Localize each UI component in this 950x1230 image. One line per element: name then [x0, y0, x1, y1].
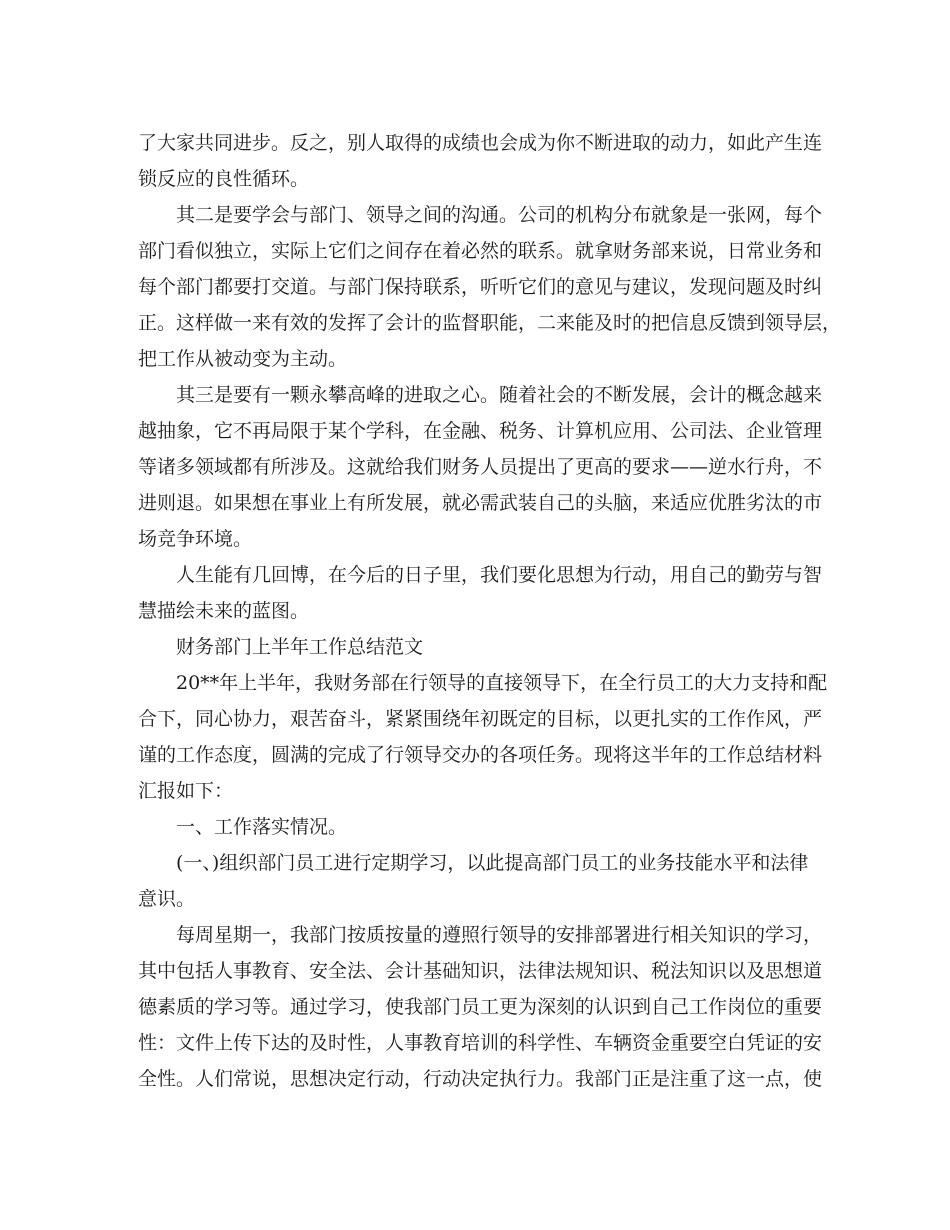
text-line: 每个部门都要打交道。与部门保持联系，听听它们的意见与建议，发现问题及时纠: [138, 276, 823, 298]
text-line: 正。这样做一来有效的发挥了会计的监督职能，二来能及时的把信息反馈到领导层，: [138, 312, 842, 334]
text-line: 越抽象，它不再局限于某个学科，在金融、税务、计算机应用、公司法、企业管理: [138, 420, 823, 442]
paragraph-first-line: 每周星期一，我部门按质按量的遵照行领导的安排部署进行相关知识的学习，: [176, 924, 823, 946]
text-line: 全性。人们常说，思想决定行动，行动决定执行力。我部门正是注重了这一点，使: [138, 1068, 823, 1090]
text-line: 其中包括人事教育、安全法、会计基础知识，法律法规知识、税法知识以及思想道: [138, 960, 823, 982]
text-line: 合下，同心协力，艰苦奋斗，紧紧围绕年初既定的目标，以更扎实的工作作风，严: [138, 708, 823, 730]
paragraph-first-line: 人生能有几回博，在今后的日子里，我们要化思想为行动，用自己的勤劳与智: [176, 564, 823, 586]
text-line: 锁反应的良性循环。: [138, 168, 310, 190]
paragraph-first-line: 20**年上半年，我财务部在行领导的直接领导下，在全行员工的大力支持和配: [176, 672, 828, 694]
text-line: 等诸多领域都有所涉及。这就给我们财务人员提出了更高的要求——逆水行舟，不: [138, 456, 823, 478]
text-line: 意识。: [138, 888, 196, 910]
text-line: 把工作从被动变为主动。: [138, 348, 348, 370]
section-heading: 一、工作落实情况。: [176, 816, 348, 838]
text-line: 德素质的学习等。通过学习，使我部门员工更为深刻的认识到自己工作岗位的重要: [138, 996, 823, 1018]
text-line: 场竞争环境。: [138, 528, 253, 550]
section-title: 财务部门上半年工作总结范文: [176, 636, 424, 658]
text-line: 进则退。如果想在事业上有所发展，就必需武装自己的头脑，来适应优胜劣汰的市: [138, 492, 823, 514]
text-line: 慧描绘未来的蓝图。: [138, 600, 310, 622]
text-line: 性：文件上传下达的及时性，人事教育培训的科学性、车辆资金重要空白凭证的安: [138, 1032, 823, 1054]
text-line: 部门看似独立，实际上它们之间存在着必然的联系。就拿财务部来说，日常业务和: [138, 240, 823, 262]
paragraph-first-line: 其二是要学会与部门、领导之间的沟通。公司的机构分布就象是一张网，每个: [176, 204, 823, 226]
text-line: 了大家共同进步。反之，别人取得的成绩也会成为你不断进取的动力，如此产生连: [138, 132, 823, 154]
text-line: 谨的工作态度，圆满的完成了行领导交办的各项任务。现将这半年的工作总结材料: [138, 744, 823, 766]
subsection-heading: (一、)组织部门员工进行定期学习，以此提高部门员工的业务技能水平和法律: [176, 852, 809, 874]
paragraph-first-line: 其三是要有一颗永攀高峰的进取之心。随着社会的不断发展，会计的概念越来: [176, 384, 823, 406]
text-line: 汇报如下：: [138, 780, 234, 802]
